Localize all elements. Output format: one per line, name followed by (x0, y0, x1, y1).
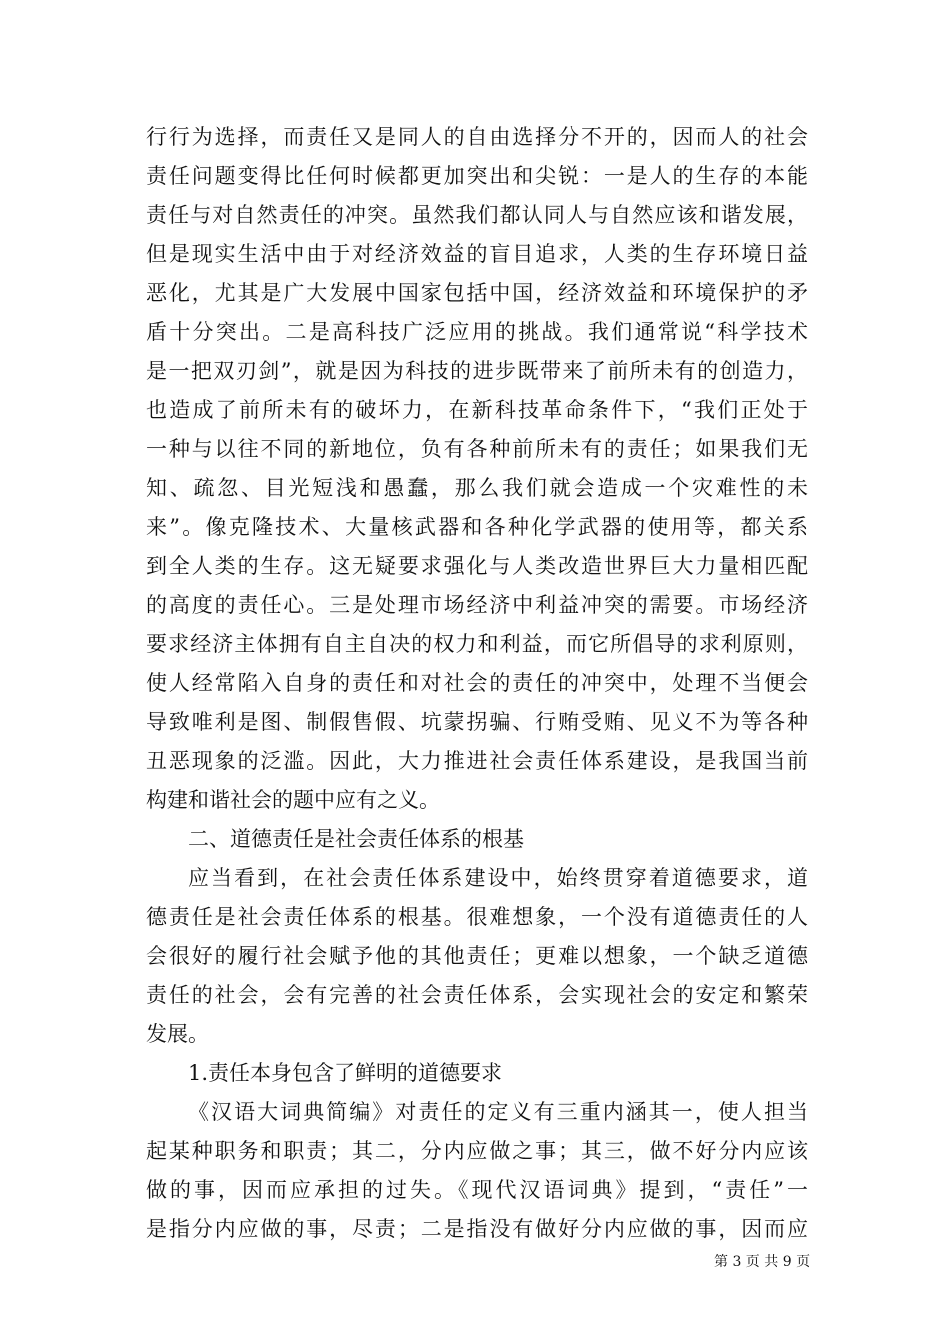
text-line: 使人经常陷入自身的责任和对社会的责任的冲突中，处理不当便会 (146, 671, 808, 695)
page-number-footer: 第 3 页 共 9 页 (714, 1254, 811, 1270)
subsection-heading-moral-requirements: 1.责任本身包含了鲜明的道德要求 (188, 1061, 503, 1085)
section-heading-moral-responsibility: 二、道德责任是社会责任体系的根基 (188, 827, 524, 851)
text-line: 《汉语大词典简编》对责任的定义有三重内涵其一，使人担当 (188, 1100, 808, 1124)
text-line: 起某种职务和职责；其二，分内应做之事；其三，做不好分内应该 (146, 1139, 808, 1163)
text-line: 也造成了前所未有的破坏力，在新科技革命条件下，“我们正处于 (146, 398, 808, 422)
text-line: 但是现实生活中由于对经济效益的盲目追求，人类的生存环境日益 (146, 242, 808, 266)
text-line: 责任的社会，会有完善的社会责任体系，会实现社会的安定和繁荣 (146, 983, 808, 1007)
document-body (146, 118, 808, 1249)
text-line: 来”。像克隆技术、大量核武器和各种化学武器的使用等，都关系 (146, 515, 808, 539)
paragraph-dictionary-definition (146, 1093, 808, 1249)
text-line: 的高度的责任心。三是处理市场经济中利益冲突的需要。市场经济 (146, 593, 808, 617)
text-line: 做的事，因而应承担的过失。《现代汉语词典》提到，“责任”一 (146, 1178, 808, 1202)
paragraph-moral-foundation (146, 859, 808, 1054)
text-line: 导致唯利是图、制假售假、坑蒙拐骗、行贿受贿、见义不为等各种 (146, 710, 808, 734)
text-line: 责任与对自然责任的冲突。虽然我们都认同人与自然应该和谐发展， (146, 203, 808, 227)
text-line: 一种与以往不同的新地位，负有各种前所未有的责任；如果我们无 (146, 437, 808, 461)
text-line: 盾十分突出。二是高科技广泛应用的挑战。我们通常说“科学技术 (146, 320, 808, 344)
text-line: 恶化，尤其是广大发展中国家包括中国，经济效益和环境保护的矛 (146, 281, 808, 305)
text-line: 是一把双刃剑”，就是因为科技的进步既带来了前所未有的创造力， (146, 359, 808, 383)
text-line: 构建和谐社会的题中应有之义。 (146, 788, 440, 812)
text-line: 德责任是社会责任体系的根基。很难想象，一个没有道德责任的人 (146, 905, 808, 929)
paragraph-social-responsibility (146, 118, 808, 820)
text-line: 发展。 (146, 1022, 209, 1046)
text-line: 是指分内应做的事，尽责；二是指没有做好分内应做的事，因而应 (146, 1217, 808, 1241)
text-line: 知、疏忽、目光短浅和愚蠢，那么我们就会造成一个灾难性的未 (146, 476, 808, 500)
text-line: 会很好的履行社会赋予他的其他责任；更难以想象，一个缺乏道德 (146, 944, 808, 968)
text-line: 责任问题变得比任何时候都更加突出和尖锐：一是人的生存的本能 (146, 164, 808, 188)
text-line: 到全人类的生存。这无疑要求强化与人类改造世界巨大力量相匹配 (146, 554, 808, 578)
text-line: 应当看到，在社会责任体系建设中，始终贯穿着道德要求，道 (188, 866, 808, 890)
text-line: 丑恶现象的泛滥。因此，大力推进社会责任体系建设，是我国当前 (146, 749, 808, 773)
text-line: 要求经济主体拥有自主自决的权力和利益，而它所倡导的求利原则， (146, 632, 808, 656)
text-line: 行行为选择，而责任又是同人的自由选择分不开的，因而人的社会 (146, 125, 808, 149)
